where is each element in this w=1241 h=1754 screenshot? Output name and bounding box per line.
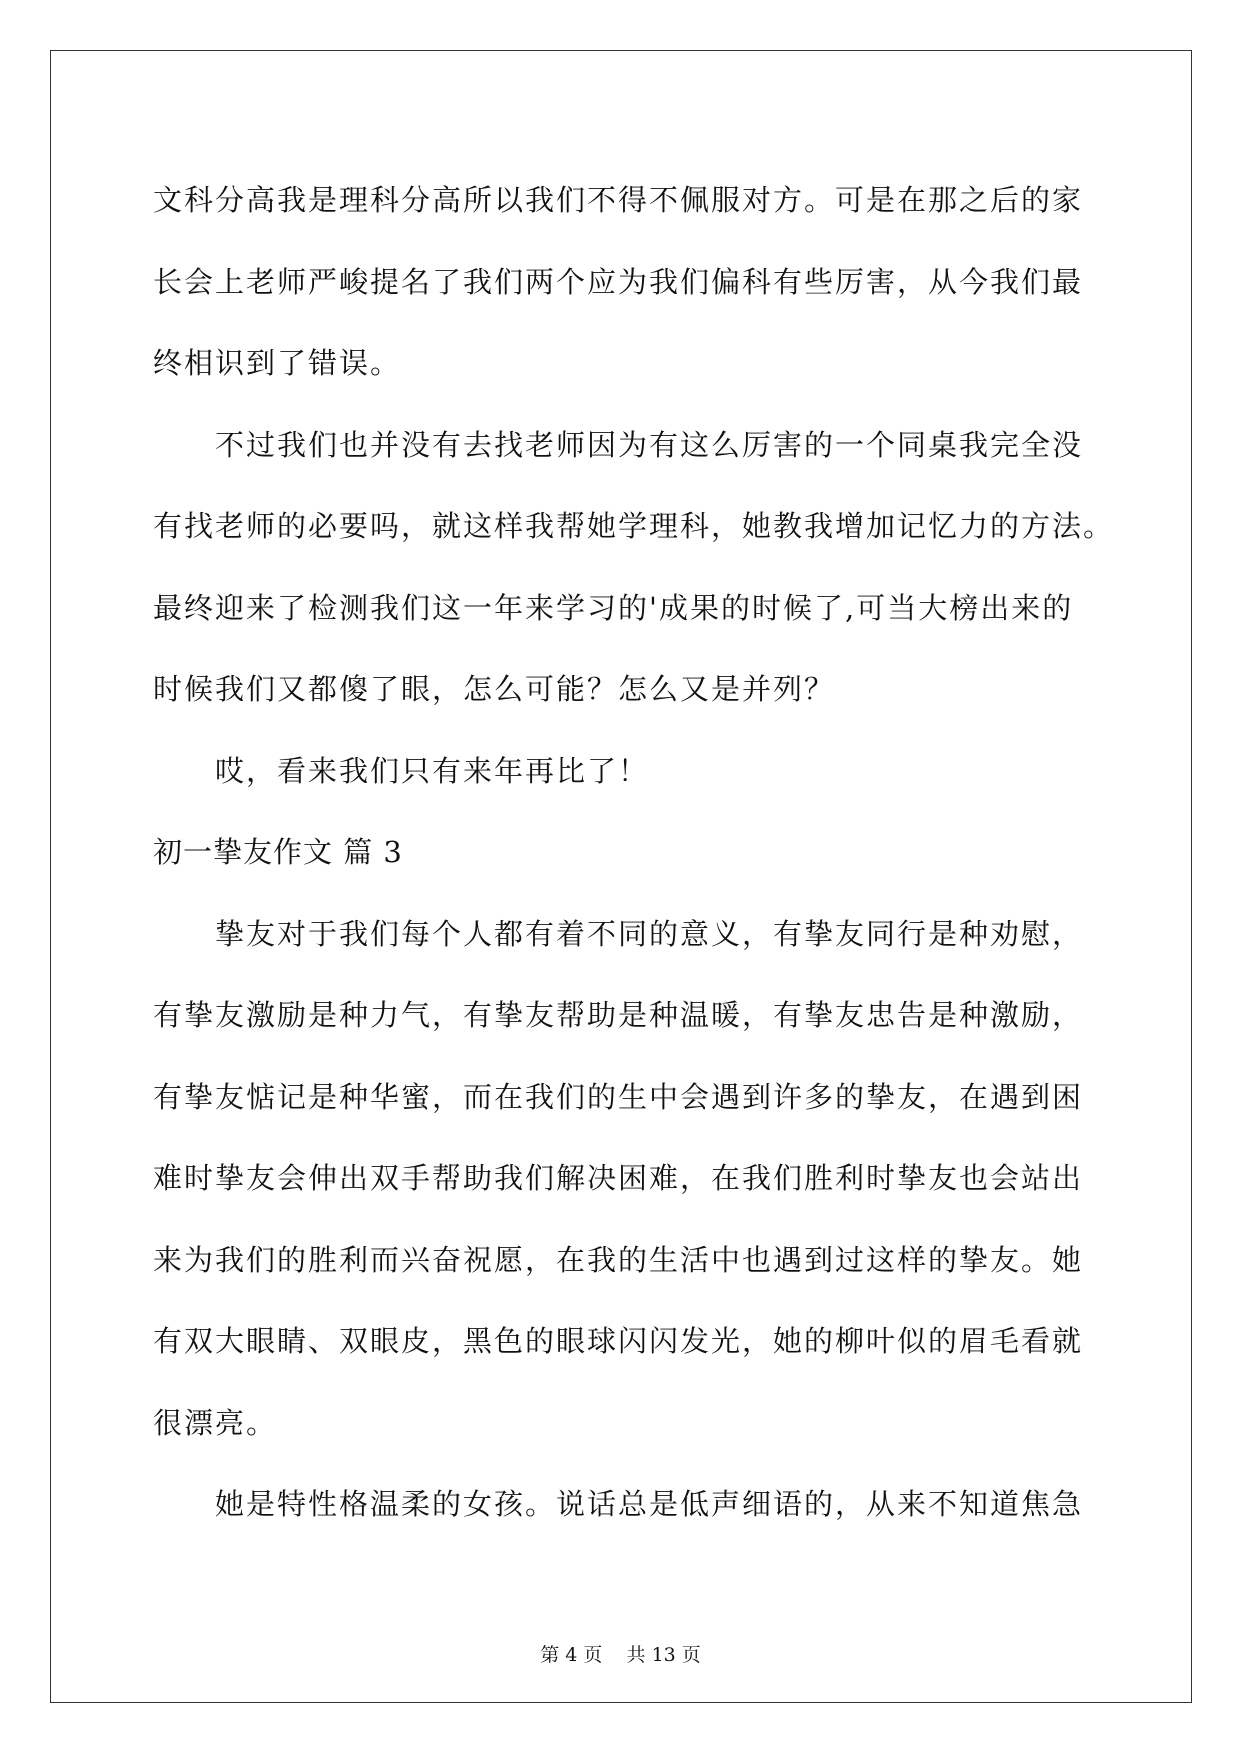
page-footer xyxy=(0,1640,1241,1667)
text-line: 哎，看来我们只有来年再比了！ xyxy=(215,753,650,788)
text-line: 终相识到了错误。 xyxy=(153,346,402,380)
text-line: 时候我们又都傻了眼，怎么可能？怎么又是并列？ xyxy=(153,672,836,706)
text-line: 难时挚友会伸出双手帮助我们解决困难，在我们胜利时挚友也会站出 xyxy=(153,1161,1084,1195)
text-line: 有双大眼睛、双眼皮，黑色的眼球闪闪发光，她的柳叶似的眉毛看就 xyxy=(153,1324,1084,1358)
text-line: 有挚友激励是种力气，有挚友帮助是种温暖，有挚友忠告是种激励， xyxy=(153,998,1084,1032)
text-line: 很漂亮。 xyxy=(153,1405,278,1440)
text-line: 有找老师的必要吗，就这样我帮她学理科，她教我增加记忆力的方法。 xyxy=(153,509,1115,543)
text-line: 不过我们也并没有去找老师因为有这么厉害的一个同桌我完全没 xyxy=(215,427,1084,462)
text-line: 文科分高我是理科分高所以我们不得不佩服对方。可是在那之后的家 xyxy=(153,183,1084,217)
document-body xyxy=(153,160,1115,1546)
text-line: 最终迎来了检测我们这一年来学习的'成果的时候了,可当大榜出来的 xyxy=(153,590,1074,625)
text-line: 长会上老师严峻提名了我们两个应为我们偏科有些厉害，从今我们最 xyxy=(153,264,1084,299)
text-line: 她是特性格温柔的女孩。说话总是低声细语的，从来不知道焦急 xyxy=(215,1487,1084,1521)
text-line: 有挚友惦记是种华蜜，而在我们的生中会遇到许多的挚友，在遇到困 xyxy=(153,1079,1084,1114)
text-line: 挚友对于我们每个人都有着不同的意义，有挚友同行是种劝慰， xyxy=(215,916,1084,951)
page-number-label: 第 4 页 共 13 页 xyxy=(540,1644,701,1666)
text-line: 来为我们的胜利而兴奋祝愿，在我的生活中也遇到过这样的挚友。她 xyxy=(153,1242,1084,1277)
section-heading: 初一挚友作文 篇 3 xyxy=(153,835,403,869)
